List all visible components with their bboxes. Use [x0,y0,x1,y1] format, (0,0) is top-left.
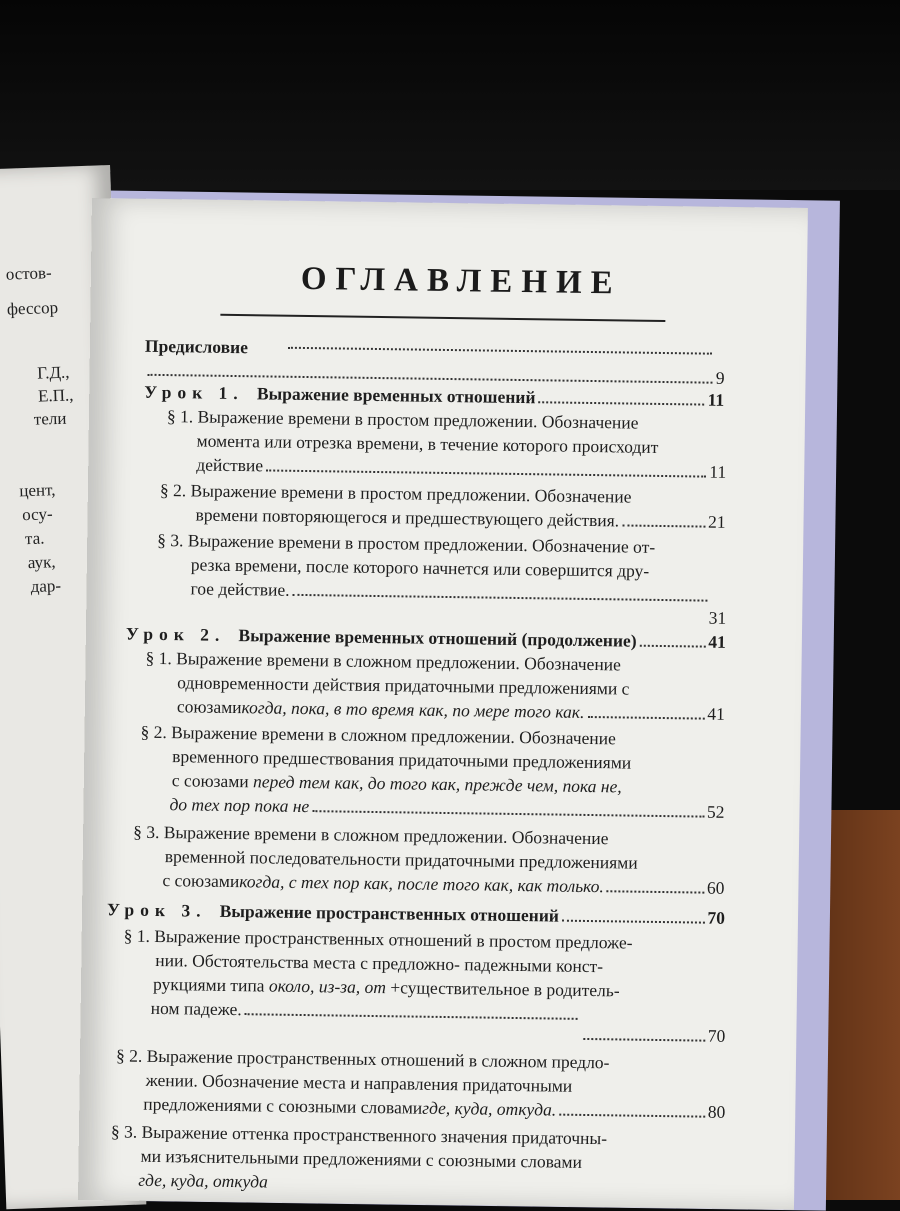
lesson2-title: Выражение временных отношений (продолжение) [238,625,637,651]
l2-s3-line1: § 3. Выражение времени в сложном предложении. Обозначение [133,821,609,849]
l2-s1-line3a: союзами [176,696,242,718]
l2-s2-line2: временного предшествования придаточными предложениями [172,746,632,773]
l2-s2-line3b: перед тем как, до того как, прежде чем, пока не, [252,771,622,797]
l1-s2-line1: § 2. Выражение времени в простом предложении. Обозначение [159,479,632,507]
l2-s1-line3b: когда, пока, в то время как, по мере того как. [241,697,585,722]
l3-s2-line2: жении. Обозначение места и направления придаточными [145,1069,573,1096]
left-fragment: Г.Д., [36,362,70,383]
l2-s3-line2: временной последовательности придаточными предложениями [164,846,638,873]
preface-label: Предисловие [144,335,249,358]
l3-s2-line3a: предложениями с союзными словами [143,1093,423,1118]
l3-s3-line1: § 3. Выражение оттенка пространственного значения придаточны- [110,1121,608,1149]
l2-s1-page: 41 [707,703,725,724]
l1-s1-line2: момента или отрезка времени, в течение которого происходит [196,430,659,457]
title-underline [220,314,665,322]
l3-s2-line1: § 2. Выражение пространственных отношений в сложном предло- [115,1045,610,1073]
left-fragment: осу- [21,504,53,525]
left-fragment: дар- [30,575,62,597]
l1-s2-entry [195,503,725,532]
lesson2-page: 41 [708,631,727,652]
l1-s3-line3: гое действие. [190,578,290,600]
toc-page [78,198,808,1210]
l3-s1-line3c: +существительное в родитель- [385,977,620,1001]
lesson1-page: 11 [707,389,725,410]
l2-s3-entry [162,869,724,899]
l2-s2-line4: до тех пор пока не [169,794,310,817]
l2-s3-page: 60 [706,877,725,898]
l3-s2-line3b: где, куда, откуда. [422,1097,557,1120]
background-dark [0,0,900,190]
l2-s1-line1: § 1. Выражение времени в сложном предложении. Обозначение [145,647,622,675]
l1-s1-line3: действие [196,454,264,476]
l1-s1-page: 11 [709,461,727,482]
l3-s1-page-row [580,1023,725,1047]
lesson3-page: 70 [707,907,726,928]
l2-s2-line3a: с союзами [171,770,254,792]
l3-s1-line1: § 1. Выражение пространственных отношений в простом предложе- [123,925,633,953]
left-fragment: остов- [5,263,52,284]
l3-s3-line3-text: где, куда, откуда [138,1169,268,1192]
l1-s2-page: 21 [707,511,726,532]
l3-s1-line3b: около, из-за, от [268,975,387,998]
l2-s2-line1: § 2. Выражение времени в сложном предложении. Обозначение [140,721,617,749]
l1-s2-line2: времени повторяющегося и предшествующего действия. [195,504,620,531]
l3-s1-line4: ном падеже. [150,997,242,1020]
l2-s1-line2: одновременности действия придаточными предложениями с [177,672,630,699]
lesson3-heading [107,898,725,929]
l2-s3-line3a: с союзами [162,870,240,892]
l2-s1-entry [177,695,725,725]
left-fragment: та. [24,528,45,549]
preface-page: 9 [715,367,725,388]
lesson3-label: Урок 3. [106,899,207,921]
l1-s1-entry [196,453,726,482]
preface-leader [285,347,715,360]
left-fragment: Е.П., [37,385,74,406]
left-fragment: фессор [6,297,59,319]
l3-s1-entry [151,997,581,1025]
l3-s1-line2: нии. Обстоятельства места с предложно- падежными конст- [155,949,604,977]
left-fragment: тели [33,408,67,429]
left-fragment: цент, [18,480,56,501]
lesson1-label: Урок 1. [144,381,244,404]
l3-s1-page: 70 [707,1025,726,1046]
l2-s2-entry [169,793,724,823]
l1-s1-line1: § 1. Выражение времени в простом предложении. Обозначение [166,406,639,433]
l3-s3-line3 [138,1169,268,1193]
lesson3-title: Выражение пространственных отношений [219,900,560,926]
l1-s3-page-row [416,603,726,629]
l3-s1-line3a: рукциями типа [152,973,270,996]
lesson2-label: Урок 2. [125,623,226,645]
l2-s3-line3b: когда, с тех пор как, после того как, как только. [239,871,604,897]
left-fragment: аук, [27,552,56,573]
l1-s3-line2: резка времени, после которого начнется или совершится дру- [190,554,650,581]
l3-s2-page: 80 [707,1101,726,1122]
l1-s3-page: 31 [708,607,727,628]
l3-s3-line2: ми изъяснительными предложениями с союзными словами [140,1145,583,1172]
l3-s2-entry [143,1093,725,1123]
lesson1-title: Выражение временных отношений [256,383,536,408]
page-title: ОГЛАВЛЕНИЕ [300,260,622,302]
l2-s2-page: 52 [706,801,725,822]
l1-s3-line1: § 3. Выражение времени в простом предложении. Обозначение от- [157,529,656,557]
